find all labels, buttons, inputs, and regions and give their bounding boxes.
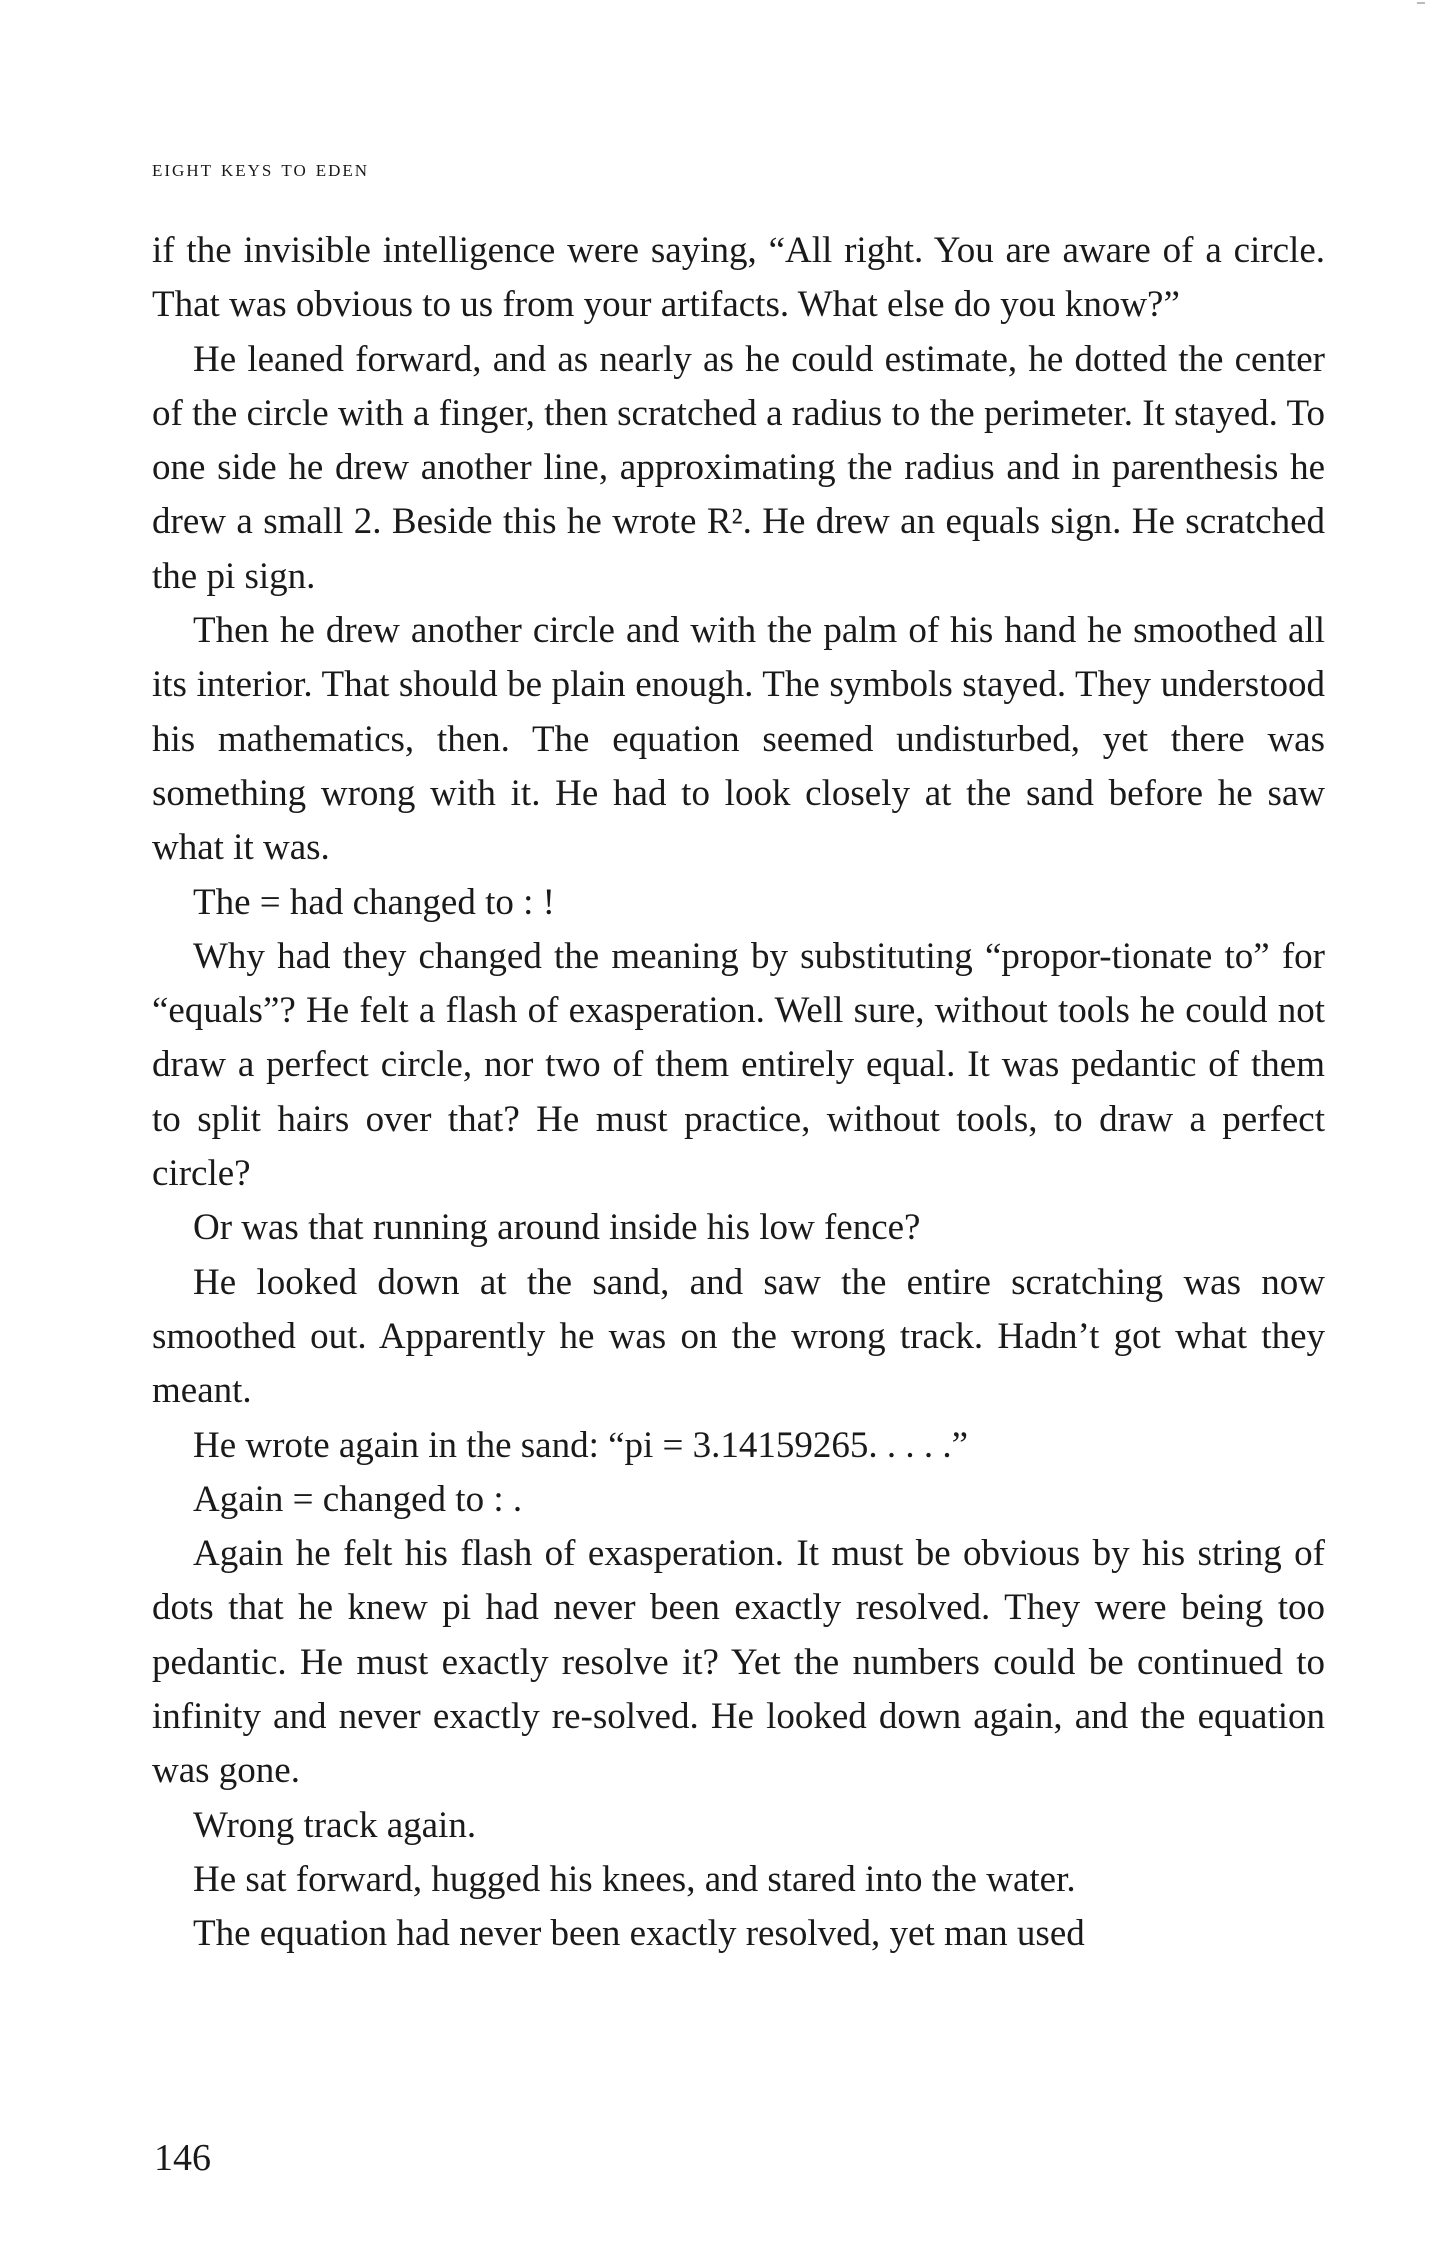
paragraph: Wrong track again. <box>193 1804 477 1846</box>
paragraph: He wrote again in the sand: “pi = 3.14159265. . . . .” <box>193 1424 969 1466</box>
paragraph: The equation had never been exactly resolved, yet man used <box>193 1913 1085 1955</box>
page-number: 146 <box>154 2137 211 2179</box>
scan-corner-mark <box>1417 2 1425 4</box>
paragraph: He leaned forward, and as nearly as he could estimate, he dotted the center of the circle with a finger, then scratched a radius to the perimeter. It stayed. To one side he drew another line, approximating the radius and in parenthesis he drew a small 2. Beside this he wrote R². He drew an equals sign. He scratched the pi sign. <box>152 338 1325 597</box>
paragraph: Why had they changed the meaning by substituting “propor-tionate to” for “equals”? He felt a flash of exasperation. Well sure, without tools he could not draw a perfect circle, nor two of them entirely equal. It was pedantic of them to split hairs over that? He must practice, without tools, to draw a perfect circle? <box>152 935 1325 1195</box>
paragraph: The = had changed to : ! <box>193 881 555 923</box>
paragraph: Again he felt his flash of exasperation. It must be obvious by his string of dots that he knew pi had never been exactly resolved. They were being too pedantic. He must exactly resolve it? Yet the numbers could be continued to infinity and never exactly re-solved. He looked down again, and the equation was gone. <box>152 1533 1325 1792</box>
running-head: eight keys to eden <box>152 156 370 182</box>
paragraph: if the invisible intelligence were saying, “All right. You are aware of a circle. That was obvious to us from your artifacts. What else do you know?” <box>152 230 1325 326</box>
paragraph: Or was that running around inside his low fence? <box>193 1207 921 1249</box>
paragraph: He looked down at the sand, and saw the entire scratching was now smoothed out. Apparently he was on the wrong track. Hadn’t got what they meant. <box>152 1261 1325 1412</box>
paragraph: He sat forward, hugged his knees, and stared into the water. <box>193 1858 1076 1900</box>
body-text <box>152 224 1325 1962</box>
paragraph: Then he drew another circle and with the palm of his hand he smoothed all its interior. That should be plain enough. The symbols stayed. They understood his mathematics, then. The equation seemed undisturbed, yet there was something wrong with it. He had to look closely at the sand before he saw what it was. <box>152 610 1325 869</box>
paragraph: Again = changed to : . <box>193 1478 523 1520</box>
